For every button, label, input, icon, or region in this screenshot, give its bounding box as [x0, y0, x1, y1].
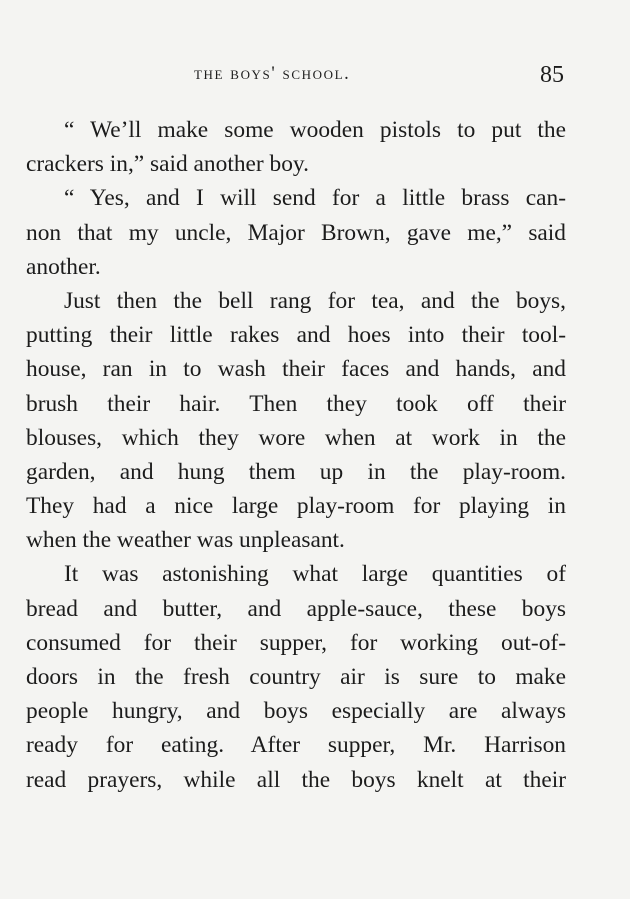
text-line: “ Yes, and I will send for a little brass can-	[64, 185, 566, 212]
text-line: people hungry, and boys especially are always	[26, 698, 566, 725]
paragraph	[26, 181, 566, 284]
paragraph	[26, 284, 566, 558]
text-line: bread and butter, and apple-sauce, these boys	[26, 595, 566, 622]
text-line: read prayers, while all the boys knelt at their	[26, 766, 566, 793]
text-line: putting their little rakes and hoes into their tool-	[26, 322, 566, 349]
text-line: They had a nice large play-room for playing in	[26, 493, 566, 520]
text-line: doors in the fresh country air is sure to make	[26, 664, 566, 690]
paragraph	[26, 113, 566, 181]
text-line: Just then the bell rang for tea, and the boys,	[64, 287, 566, 314]
text-line: consumed for their supper, for working out-of-	[26, 629, 566, 656]
text-line: “ We’ll make some wooden pistols to put the	[64, 117, 566, 143]
text-line: It was astonishing what large quantities of	[64, 561, 566, 588]
text-line: non that my uncle, Major Brown, gave me,” said	[26, 219, 566, 246]
page-number: 85	[540, 62, 564, 88]
text-line: brush their hair. Then they took off their	[26, 390, 566, 417]
text-line: another.	[26, 253, 101, 280]
running-head	[26, 62, 566, 92]
body-text	[26, 113, 566, 797]
text-line: ready for eating. After supper, Mr. Harrison	[26, 732, 566, 759]
text-line: garden, and hung them up in the play-room.	[26, 458, 566, 485]
text-line: house, ran in to wash their faces and hands, and	[26, 356, 566, 383]
text-line: blouses, which they wore when at work in the	[26, 424, 566, 451]
paragraph	[26, 557, 566, 796]
running-title: the boys' school.	[194, 64, 351, 84]
text-line: when the weather was unpleasant.	[26, 527, 345, 554]
text-line: crackers in,” said another boy.	[26, 151, 309, 178]
